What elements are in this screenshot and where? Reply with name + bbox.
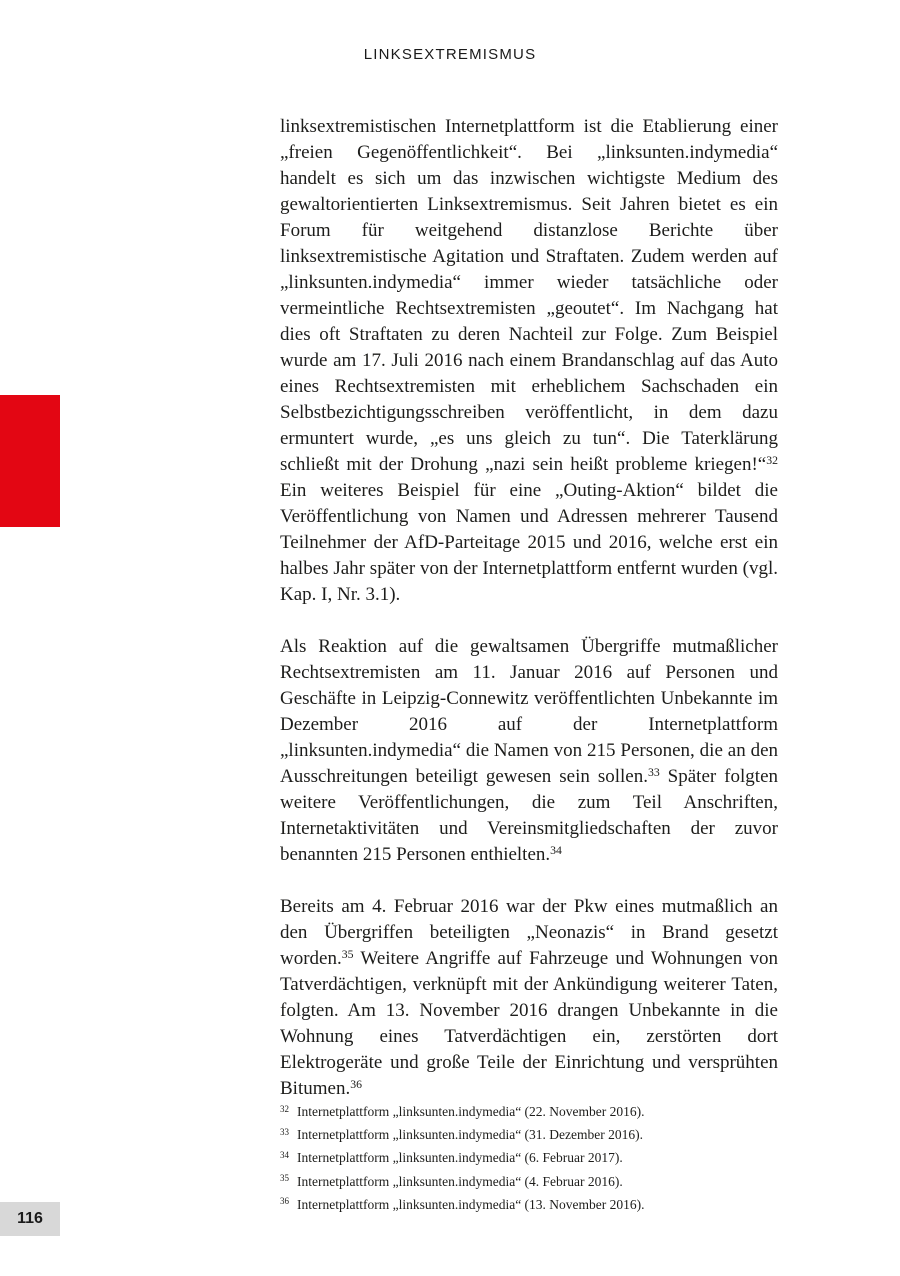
- footnote-marker: 35: [341, 947, 354, 961]
- footnote-text: Internetplattform „linksunten.indymedia“ (6. Februar 2017).: [297, 1150, 623, 1166]
- page-number: 116: [17, 1210, 43, 1227]
- page-number-badge: [0, 1202, 60, 1236]
- footnote-text: Internetplattform „linksunten.indymedia“ (22. November 2016).: [297, 1104, 645, 1119]
- footnote-number: 33: [280, 1126, 289, 1137]
- footnote: [280, 1194, 778, 1217]
- paragraph: linksextremistischen Internetplattform ist die Etablierung einer „freien Gegenöffentlichkeit“. Bei „linksunten.indymedia“ handelt es sich um das inzwischen wichtigste Medium des gewaltorientierten Linksextremismus. Seit Jahren bietet es ein Forum für weitgehend distanzlose Berichte über linksextremistische Agitation und Straftaten. Zudem werden auf „linksunten.indymedia“ immer wieder tatsächliche oder vermeintliche Rechtsextremisten „geoutet“. Im Nachgang hat dies oft Straftaten zu deren Nachteil zur Folge. Zum Beispiel wurde am 17. Juli 2016 nach einem Brandanschlag auf das Auto eines Rechtsextremisten mit erheblichem Sachschaden ein Selbstbezichtigungsschreiben veröffentlicht, in dem dazu ermuntert wurde, „es uns gleich zu tun“. Die Taterklärung schließt mit der Drohung „nazi sein heißt probleme kriegen!“$^{32}$ Ein weiteres Beispiel für eine „Outing-Aktion“ bildet die Veröffentlichung von Namen und Adressen mehrerer Tausend Teilnehmer der AfD-Parteitage 2015 und 2016, welche erst ein halbes Jahr später von der Internetplattform entfernt wurden (vgl. Kap. I, Nr. 3.1).: [280, 116, 778, 605]
- footnote: [280, 1124, 778, 1147]
- body-text-column: [280, 114, 778, 1128]
- footnote-text: Internetplattform „linksunten.indymedia“ (31. Dezember 2016).: [297, 1127, 644, 1143]
- footnote: [280, 1171, 778, 1194]
- footnote-marker: 33: [647, 765, 660, 779]
- footnote-text: Internetplattform „linksunten.indymedia“ (13. November 2016).: [297, 1196, 645, 1212]
- footnote-marker: 32: [766, 453, 778, 467]
- footnote-number: 34: [280, 1149, 289, 1160]
- paragraph: Als Reaktion auf die gewaltsamen Übergriffe mutmaßlicher Rechtsextremisten am 11. Januar 2016 auf Personen und Geschäfte in Leipzig-Connewitz veröffentlichten Unbekannte im Dezember 2016 auf der Internetplattform „linksunten.indymedia“ die Namen von 215 Personen, die an den Ausschreitungen beteiligt gewesen sein sollen.$^{33}$ Später folgten weitere Veröffentlichungen, die zum Teil Anschriften, Internetaktivitäten und Vereinsmitgliedschaften der zuvor benannten 215 Personen enthielten.$^{34}$: [280, 636, 778, 865]
- footnote-marker: 36: [350, 1077, 362, 1091]
- chapter-marker-red-bar: [0, 395, 60, 527]
- footnote-marker: 34: [550, 843, 562, 857]
- footnotes-block: [280, 1101, 778, 1217]
- footnote-number: 32: [280, 1103, 289, 1114]
- footnote: [280, 1101, 778, 1124]
- footnote: [280, 1147, 778, 1170]
- footnote-text: Internetplattform „linksunten.indymedia“ (4. Februar 2016).: [297, 1173, 623, 1189]
- footnote-number: 35: [280, 1173, 289, 1184]
- paragraph: Bereits am 4. Februar 2016 war der Pkw eines mutmaßlich an den Übergriffen beteiligten „Neonazis“ in Brand gesetzt worden.$^{35}$ Weitere Angriffe auf Fahrzeuge und Wohnungen von Tatverdächtigen, verknüpft mit der Ankündigung weiterer Taten, folgten. Am 13. November 2016 drangen Unbekannte in die Wohnung eines Tatverdächtigen ein, zerstörten dort Elektrogeräte und große Teile der Einrichtung und versprühten Bitumen.$^{36}$: [280, 896, 778, 1099]
- running-head: LINKSEXTREMISMUS: [363, 46, 537, 63]
- footnote-number: 36: [280, 1196, 289, 1207]
